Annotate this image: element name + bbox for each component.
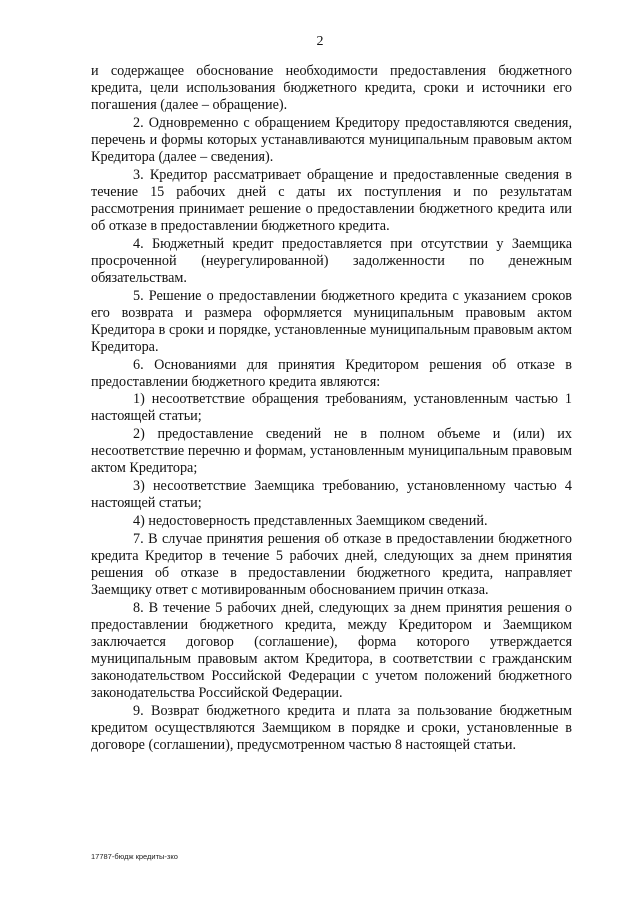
document-body — [91, 63, 572, 755]
paragraph-item-5: 5. Решение о предоставлении бюджетного кредита с указанием сроков его возврата и размера оформляется муниципальным правовым актом Кредитора в сроки и порядке, установленные муниципальным правовым актом Кредитора. — [91, 287, 572, 355]
paragraph-item-8: 8. В течение 5 рабочих дней, следующих за днем принятия решения о предоставлении бюджетного кредита, между Кредитором и Заемщиком заключается договор (соглашение), форма которого утверждается муниципальным правовым актом Кредитора, в соответствии с гражданским законодательством Российской Федерации с учетом положений бюджетного законодательства Российской Федерации. — [91, 599, 572, 701]
paragraph-item-6: 6. Основаниями для принятия Кредитором решения об отказе в предоставлении бюджетного кредита являются: — [91, 356, 572, 390]
subitem-6-3: 3) несоответствие Заемщика требованию, установленному частью 4 настоящей статьи; — [91, 478, 572, 512]
subitem-6-4: 4) недостоверность представленных Заемщиком сведений. — [133, 512, 488, 529]
paragraph-continuation: и содержащее обоснование необходимости предоставления бюджетного кредита, цели использования бюджетного кредита, сроки и источники его погашения (далее – обращение). — [91, 63, 572, 114]
paragraph-item-9: 9. Возврат бюджетного кредита и плата за пользование бюджетным кредитом осуществляются Заемщиком в порядке и сроки, установленные в договоре (соглашении), предусмотренном частью 8 настоящей статьи. — [91, 702, 572, 753]
page-number: 2 — [316, 34, 324, 49]
paragraph-item-3: 3. Кредитор рассматривает обращение и предоставленные сведения в течение 15 рабочих дней с даты их поступления и по результатам рассмотрения принимает решение о предоставлении бюджетного кредита или об отказе в предоставлении бюджетного кредита. — [91, 166, 572, 234]
paragraph-item-7: 7. В случае принятия решения об отказе в предоставлении бюджетного кредита Кредитор в течение 5 рабочих дней, следующих за днем принятия решения об отказе в предоставлении бюджетного кредита, направляет Заемщику ответ с мотивированным обоснованием причин отказа. — [91, 530, 572, 598]
paragraph-item-4: 4. Бюджетный кредит предоставляется при отсутствии у Заемщика просроченной (неурегулированной) задолженности по денежным обязательствам. — [91, 235, 572, 286]
document-footer-code: 17787-бюдж кредиты-зко — [91, 852, 178, 861]
subitem-6-1: 1) несоответствие обращения требованиям, установленным частью 1 настоящей статьи; — [91, 391, 572, 425]
subitem-6-2: 2) предоставление сведений не в полном объеме и (или) их несоответствие перечню и формам, установленным муниципальным правовым актом Кредитора; — [91, 426, 572, 477]
paragraph-item-2: 2. Одновременно с обращением Кредитору предоставляются сведения, перечень и формы которых устанавливаются муниципальным правовым актом Кредитора (далее – сведения). — [91, 114, 572, 165]
